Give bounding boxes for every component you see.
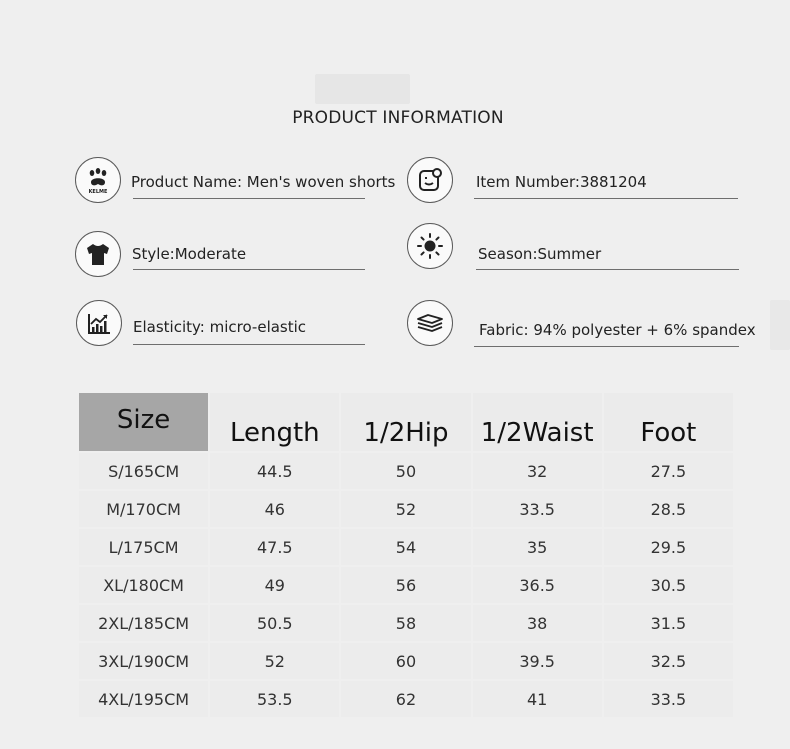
product-name-text: Product Name: Men's woven shorts — [131, 173, 396, 191]
fabric-text: Fabric: 94% polyester + 6% spandex — [479, 321, 756, 339]
elastic-chart-icon — [76, 300, 122, 346]
half-hip-cell: 58 — [341, 605, 470, 641]
length-cell: 47.5 — [210, 529, 339, 565]
half-waist-cell: 38 — [473, 605, 602, 641]
header-length: Length — [210, 393, 339, 451]
foot-cell: 33.5 — [604, 681, 733, 717]
length-cell: 44.5 — [210, 453, 339, 489]
size-cell: L/175CM — [79, 529, 208, 565]
length-cell: 50.5 — [210, 605, 339, 641]
size-cell: 4XL/195CM — [79, 681, 208, 717]
table-row — [79, 681, 733, 717]
underline — [133, 198, 365, 199]
paw-logo-icon — [75, 157, 121, 203]
header-half-hip: 1/2Hip — [341, 393, 470, 451]
item-number-text: Item Number:3881204 — [476, 173, 647, 191]
half-hip-cell: 50 — [341, 453, 470, 489]
half-waist-cell: 32 — [473, 453, 602, 489]
table-row — [79, 491, 733, 527]
table-row — [79, 643, 733, 679]
foot-cell: 27.5 — [604, 453, 733, 489]
half-waist-cell: 39.5 — [473, 643, 602, 679]
half-hip-cell: 52 — [341, 491, 470, 527]
half-hip-cell: 56 — [341, 567, 470, 603]
half-waist-cell: 36.5 — [473, 567, 602, 603]
half-hip-cell: 54 — [341, 529, 470, 565]
size-cell: XL/180CM — [79, 567, 208, 603]
decorative-smudge — [770, 300, 790, 350]
table-row — [79, 529, 733, 565]
size-cell: 2XL/185CM — [79, 605, 208, 641]
half-waist-cell: 41 — [473, 681, 602, 717]
foot-cell: 31.5 — [604, 605, 733, 641]
fabric-layers-icon — [407, 300, 453, 346]
half-hip-cell: 62 — [341, 681, 470, 717]
size-cell: 3XL/190CM — [79, 643, 208, 679]
header-foot: Foot — [604, 393, 733, 451]
sun-icon — [407, 223, 453, 269]
table-row — [79, 453, 733, 489]
brand-logo-text: KELME — [88, 189, 108, 195]
page-title: PRODUCT INFORMATION — [292, 108, 504, 128]
style-text: Style:Moderate — [132, 245, 247, 263]
size-table — [77, 391, 735, 719]
size-cell: S/165CM — [79, 453, 208, 489]
header-size: Size — [79, 393, 208, 451]
header-half-waist: 1/2Waist — [473, 393, 602, 451]
foot-cell: 32.5 — [604, 643, 733, 679]
length-cell: 49 — [210, 567, 339, 603]
size-cell: M/170CM — [79, 491, 208, 527]
length-cell: 52 — [210, 643, 339, 679]
underline — [474, 346, 739, 347]
table-row — [79, 605, 733, 641]
underline — [133, 269, 365, 270]
underline — [133, 344, 365, 345]
season-text: Season:Summer — [478, 245, 602, 263]
size-table-header-row — [79, 393, 733, 451]
underline — [476, 269, 739, 270]
length-cell: 53.5 — [210, 681, 339, 717]
tshirt-icon — [75, 231, 121, 277]
underline — [474, 198, 738, 199]
foot-cell: 29.5 — [604, 529, 733, 565]
table-row — [79, 567, 733, 603]
elasticity-text: Elasticity: micro-elastic — [133, 318, 307, 336]
length-cell: 46 — [210, 491, 339, 527]
tag-id-icon — [407, 157, 453, 203]
half-waist-cell: 35 — [473, 529, 602, 565]
half-waist-cell: 33.5 — [473, 491, 602, 527]
foot-cell: 30.5 — [604, 567, 733, 603]
half-hip-cell: 60 — [341, 643, 470, 679]
decorative-smudge — [315, 74, 410, 104]
foot-cell: 28.5 — [604, 491, 733, 527]
